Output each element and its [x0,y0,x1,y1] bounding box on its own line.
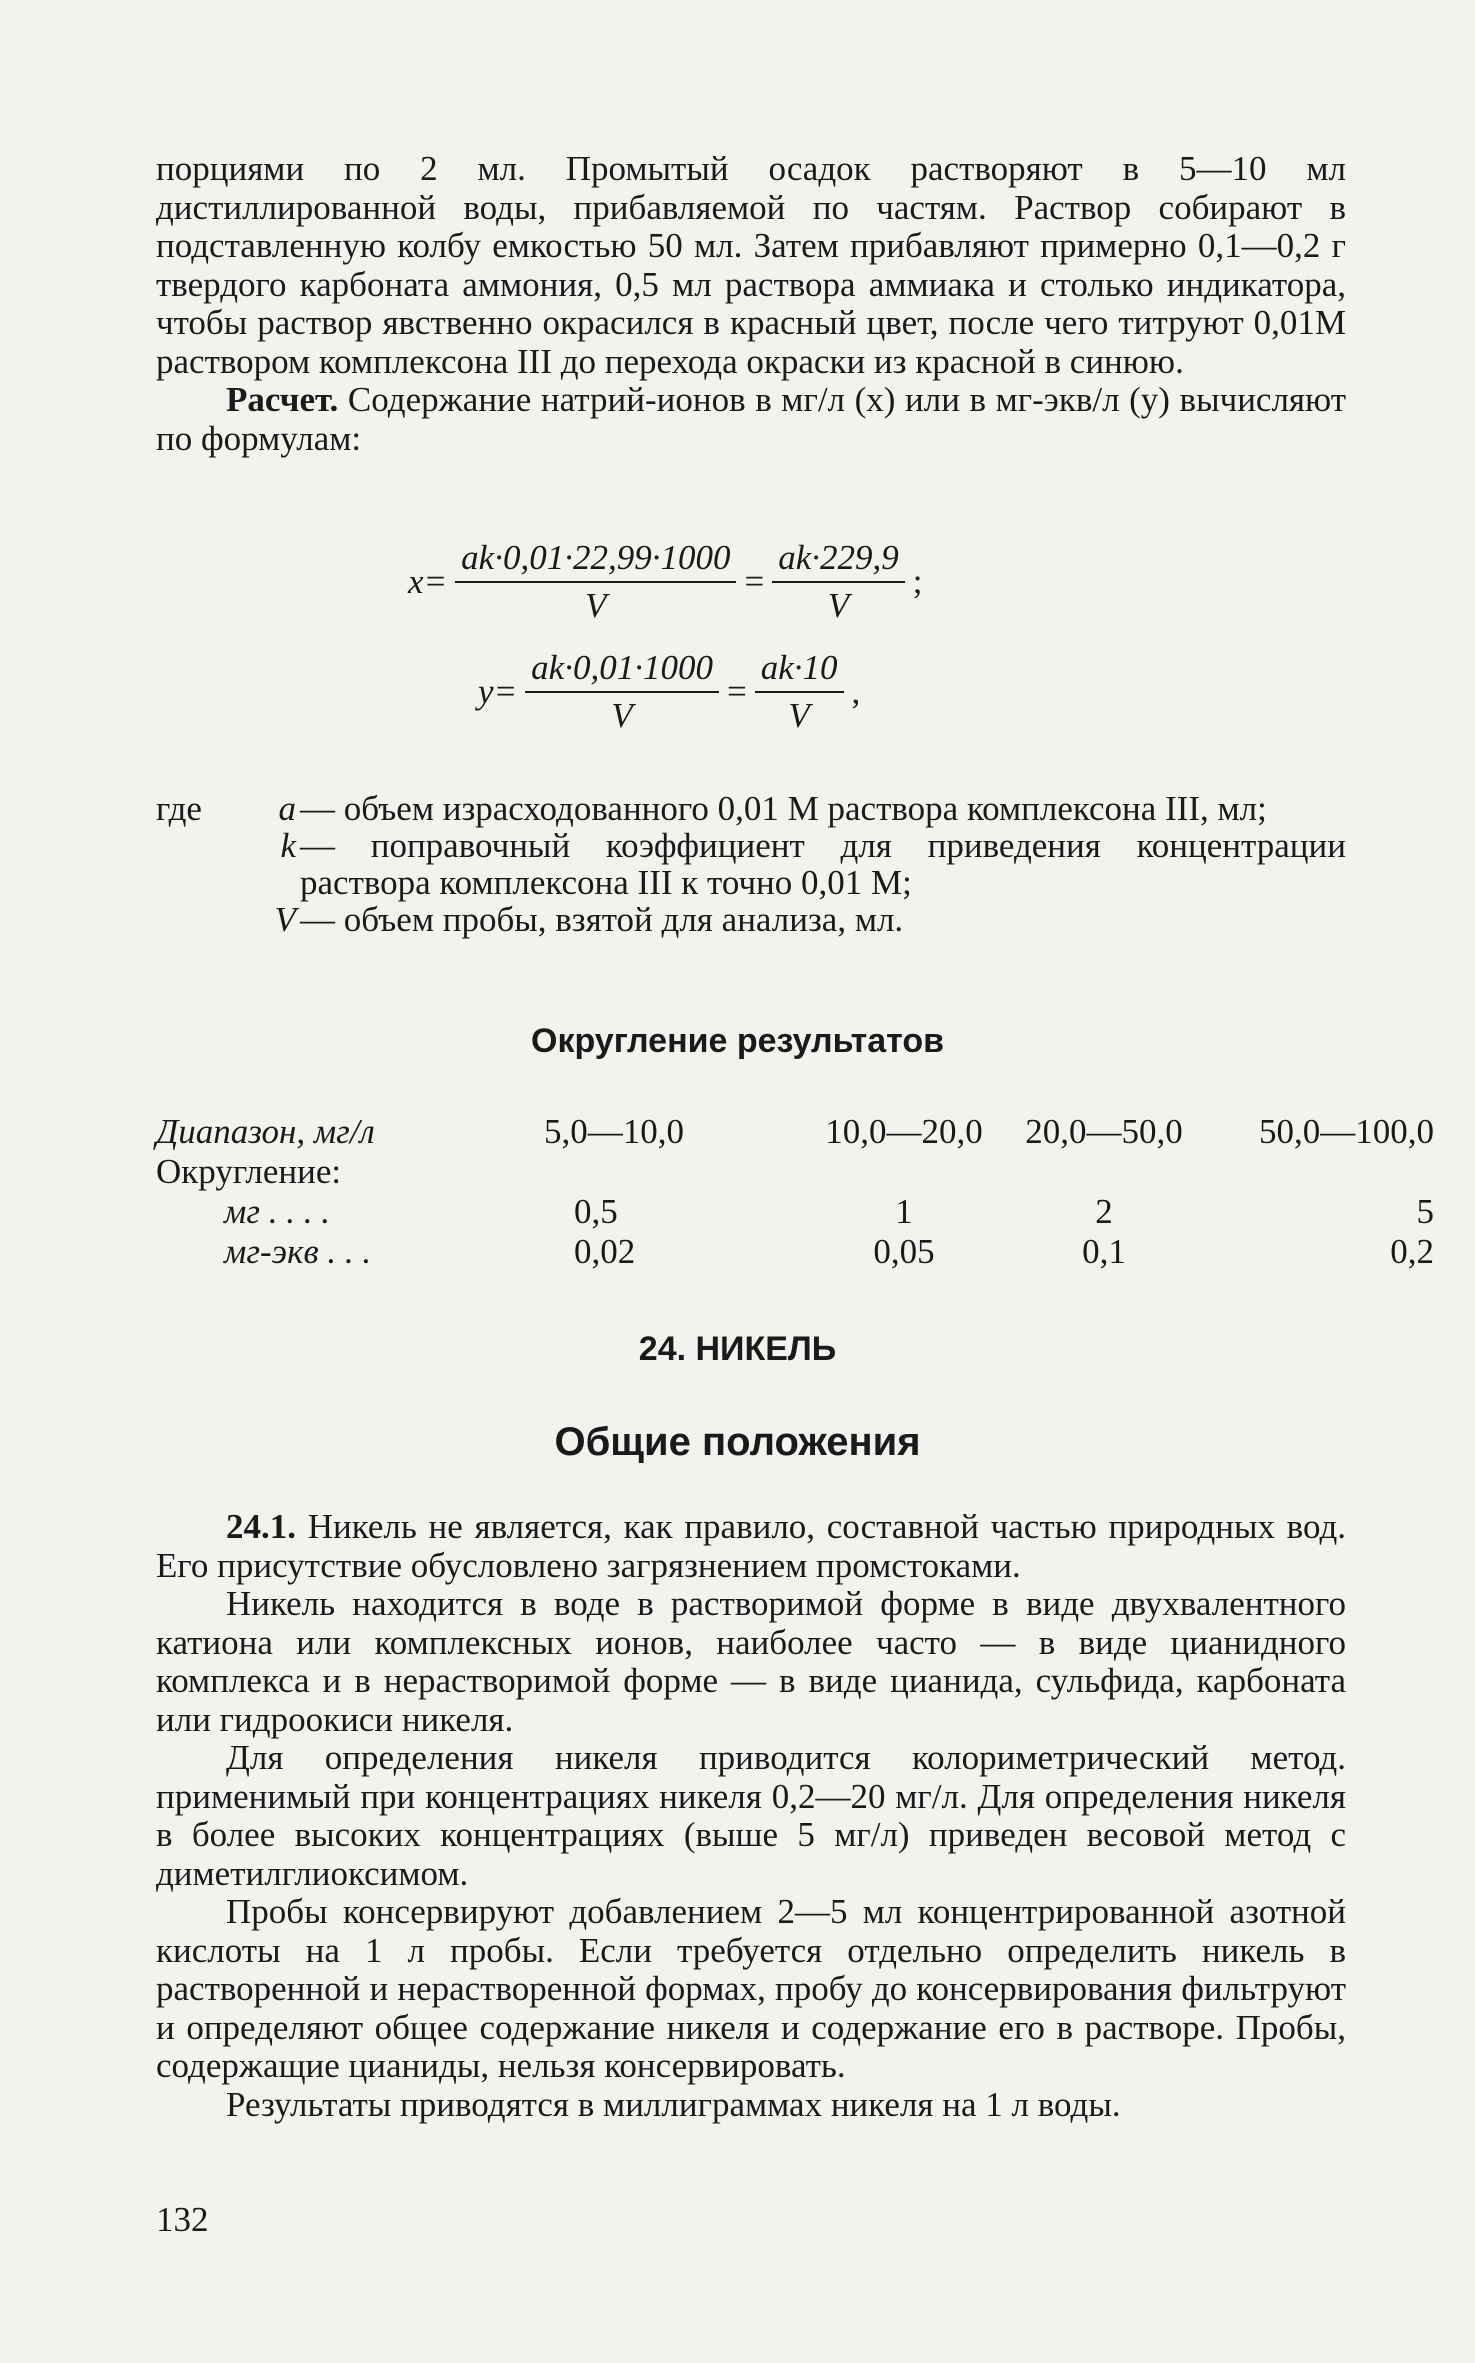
mgeq-label: мг-экв . . . [224,1232,372,1271]
table-cell: 2 [1095,1192,1113,1231]
legend-text: — объем израсходованного 0,01 М раствора комплексона III, мл; [300,789,1267,828]
paragraph-text: Никель не является, как правило, составной частью природных вод. Его присутствие обусловлено загрязнением промстоками. [156,1507,1347,1585]
formula-legend [156,790,1346,938]
paragraph-number: 24.1. [226,1507,296,1546]
table-row [156,1112,1434,1152]
formula-x-frac1 [455,535,736,629]
mg-label: мг . . . . [224,1192,330,1231]
nickel-text-block [156,1508,1346,2124]
table-cell: 20,0—50,0 [1025,1112,1183,1151]
table-cell: 10,0—20,0 [825,1112,983,1151]
intro-block [156,150,1346,458]
legend-where: где [156,789,202,828]
legend-row [156,827,1346,901]
formula-y-num1: ak·0,01·1000 [525,645,719,693]
table-row [156,1152,1434,1192]
formula-x-num1: ak·0,01·22,99·1000 [455,535,736,583]
page-number: 132 [156,2200,209,2239]
formula-y-end: , [851,672,861,711]
section-subtitle: Общие положения [554,1420,921,1464]
formula-y-frac2 [755,645,844,739]
formula-x-den2: V [827,586,850,625]
formula-y [470,645,868,739]
table-cell: 0,1 [1082,1232,1126,1271]
paragraph: Для определения никеля приводится колориметрический метод. применимый при концентрациях никеля 0,2—20 мг/л. Для определения никеля в более высоких концентрациях (выше 5 мг/л) приведен весовой метод с диметилглиоксимом. [156,1738,1346,1893]
table-row [156,1192,1434,1232]
formula-x-num2: ak·229,9 [772,535,905,583]
legend-symbol: V [274,900,296,939]
legend-text: — объем пробы, взятой для анализа, мл. [300,900,904,939]
formula-y-den2: V [788,696,810,735]
legend-row [156,790,1346,827]
formula-x [400,535,930,629]
calc-paragraph [156,381,1346,458]
formula-y-den1: V [611,696,633,735]
table-cell: 0,2 [1390,1232,1434,1271]
table-cell: 0,5 [574,1192,618,1231]
paragraph: Результаты приводятся в миллиграммах никеля на 1 л воды. [226,2084,1121,2124]
legend-text: — поправочный коэффициент для приведения концентрации раствора комплексона III к точно 0,01 М; [300,826,1346,902]
formula-x-end: ; [912,562,923,601]
table-cell: 1 [895,1192,913,1231]
rounding-title: Округление результатов [531,1022,944,1060]
range-label: Диапазон, мг/л [156,1112,375,1151]
table-row [156,1232,1434,1272]
calc-text: Содержание натрий-ионов в мг/л (x) или в мг-экв/л (y) вычисляют по формулам: [156,380,1347,458]
legend-row [156,901,1346,938]
rounding-table [156,1112,1434,1272]
section-title: 24. НИКЕЛЬ [638,1330,837,1368]
legend-symbol: k [280,826,296,865]
intro-paragraph: порциями по 2 мл. Промытый осадок растворяют в 5—10 мл дистиллированной воды, прибавляемой по частям. Раствор собирают в подставленную колбу емкостью 50 мл. Затем прибавляют примерно 0,1—0,2 г твердого карбоната аммония, 0,5 мл раствора аммиака и столько индикатора, чтобы раствор явственно окрасился в красный цвет, после чего титруют 0,01М раствором комплексона III до перехода окраски из красной в синюю. [156,149,1346,381]
paragraph: Никель находится в воде в растворимой форме в виде двухвалентного катиона или комплексных ионов, наиболее часто — в виде цианидного комплекса и в нерастворимой форме — в виде цианида, сульфида, карбоната или гидроокиси никеля. [156,1584,1346,1739]
formula-y-lhs: y= [478,672,518,711]
rounding-label: Округление: [156,1152,342,1191]
table-cell: 5,0—10,0 [544,1112,684,1151]
paragraph-24-1 [156,1508,1346,1585]
formula-x-den1: V [585,586,607,625]
table-cell: 0,05 [873,1232,935,1271]
table-cell: 50,0—100,0 [1259,1112,1434,1151]
table-cell: 0,02 [574,1232,636,1271]
paragraph: Пробы консервируют добавлением 2—5 мл концентрированной азотной кислоты на 1 л пробы. Если требуется отдельно определить никель в растворенной и нерастворенной формах, пробу до консервирования фильтруют и определяют общее содержание никеля и содержание его в растворе. Пробы, содержащие цианиды, нельзя консервировать. [156,1892,1346,2085]
formula-y-num2: ak·10 [755,645,844,693]
calc-label: Расчет. [226,380,339,419]
formula-x-eq: = [744,562,765,601]
formula-y-eq: = [726,672,747,711]
formula-y-frac1 [525,645,719,739]
table-cell: 5 [1416,1192,1434,1231]
legend-symbol: a [278,789,296,828]
formula-x-frac2 [772,535,905,629]
formula-x-lhs: x= [408,562,448,601]
